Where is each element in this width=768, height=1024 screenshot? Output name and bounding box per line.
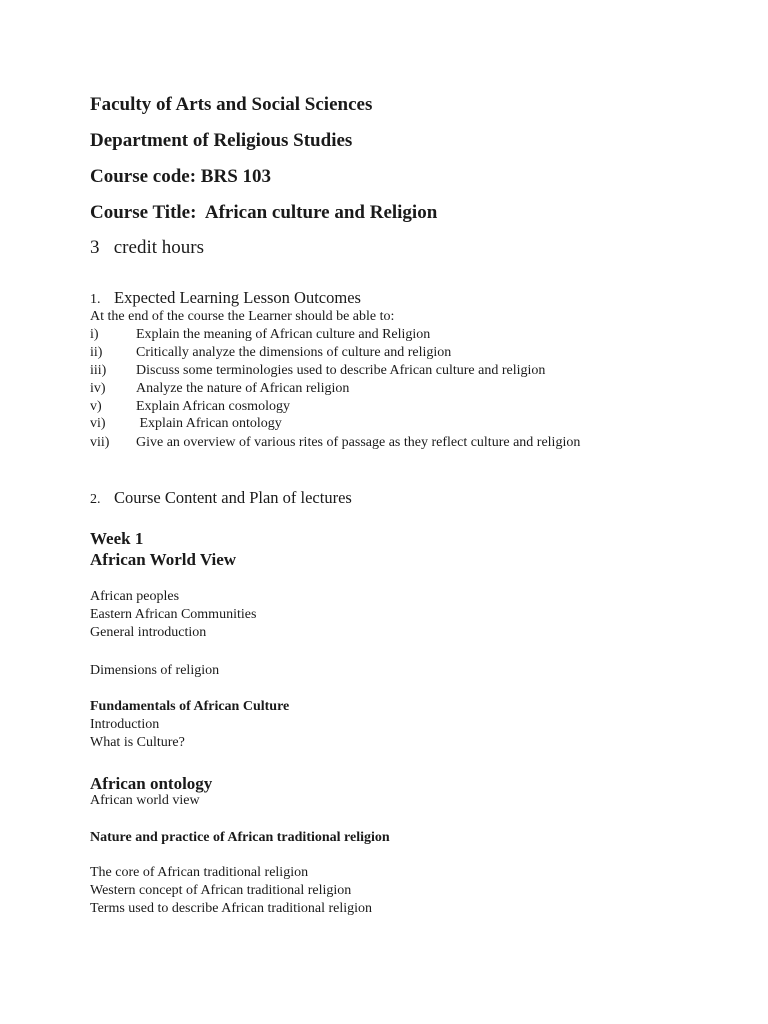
topic-item: African peoples — [90, 589, 180, 604]
topic-item: General introduction — [90, 625, 207, 640]
credit-hours: 3 credit hours — [90, 237, 204, 258]
outcome-number: ii) — [90, 345, 103, 360]
section-2-heading — [90, 488, 352, 508]
ontology-heading: African ontology — [90, 774, 213, 793]
department-heading: Department of Religious Studies — [90, 130, 353, 151]
course-title-heading: Course Title: African culture and Religion — [90, 202, 438, 223]
outcome-text: Critically analyze the dimensions of culture and religion — [136, 345, 452, 360]
outcome-text: Give an overview of various rites of passage as they reflect culture and religion — [136, 435, 581, 450]
topic-item: The core of African traditional religion — [90, 865, 309, 880]
outcome-text: Analyze the nature of African religion — [136, 381, 350, 396]
outcome-text: Discuss some terminologies used to describe African culture and religion — [136, 363, 546, 378]
outcome-text: Explain African cosmology — [136, 399, 290, 414]
outcome-text: Explain the meaning of African culture and Religion — [136, 327, 431, 342]
outcome-item — [90, 381, 349, 397]
topic-item: What is Culture? — [90, 735, 185, 750]
topic-item: Dimensions of religion — [90, 663, 220, 678]
topic-item: Introduction — [90, 717, 160, 732]
topic-item: Western concept of African traditional religion — [90, 883, 352, 898]
outcome-item — [90, 363, 545, 379]
course-code-heading: Course code: BRS 103 — [90, 166, 272, 187]
nature-heading: Nature and practice of African traditional religion — [90, 830, 390, 845]
outcome-text: Explain African ontology — [136, 416, 282, 431]
outcome-item — [90, 416, 282, 432]
topic-item: Terms used to describe African traditional religion — [90, 901, 373, 916]
section-1-title: Expected Learning Lesson Outcomes — [114, 288, 361, 307]
week-1-title: African World View — [90, 550, 237, 569]
topic-item: African world view — [90, 793, 200, 808]
outcome-number: iv) — [90, 381, 106, 396]
outcome-item — [90, 435, 580, 451]
fundamentals-heading: Fundamentals of African Culture — [90, 699, 290, 714]
topic-item: Eastern African Communities — [90, 607, 257, 622]
section-1-heading — [90, 288, 361, 308]
outcome-number: vii) — [90, 435, 110, 450]
section-1-number: 1. — [90, 292, 101, 307]
outcome-number: v) — [90, 399, 102, 414]
outcome-item — [90, 327, 430, 343]
outcome-number: iii) — [90, 363, 107, 378]
outcome-item — [90, 399, 290, 415]
section-2-number: 2. — [90, 492, 101, 507]
faculty-heading: Faculty of Arts and Social Sciences — [90, 94, 373, 115]
outcome-item — [90, 345, 451, 361]
outcome-number: vi) — [90, 416, 106, 431]
outcomes-intro: At the end of the course the Learner should be able to: — [90, 309, 395, 324]
section-2-title: Course Content and Plan of lectures — [114, 488, 352, 507]
outcome-number: i) — [90, 327, 99, 342]
week-1-label: Week 1 — [90, 529, 144, 548]
